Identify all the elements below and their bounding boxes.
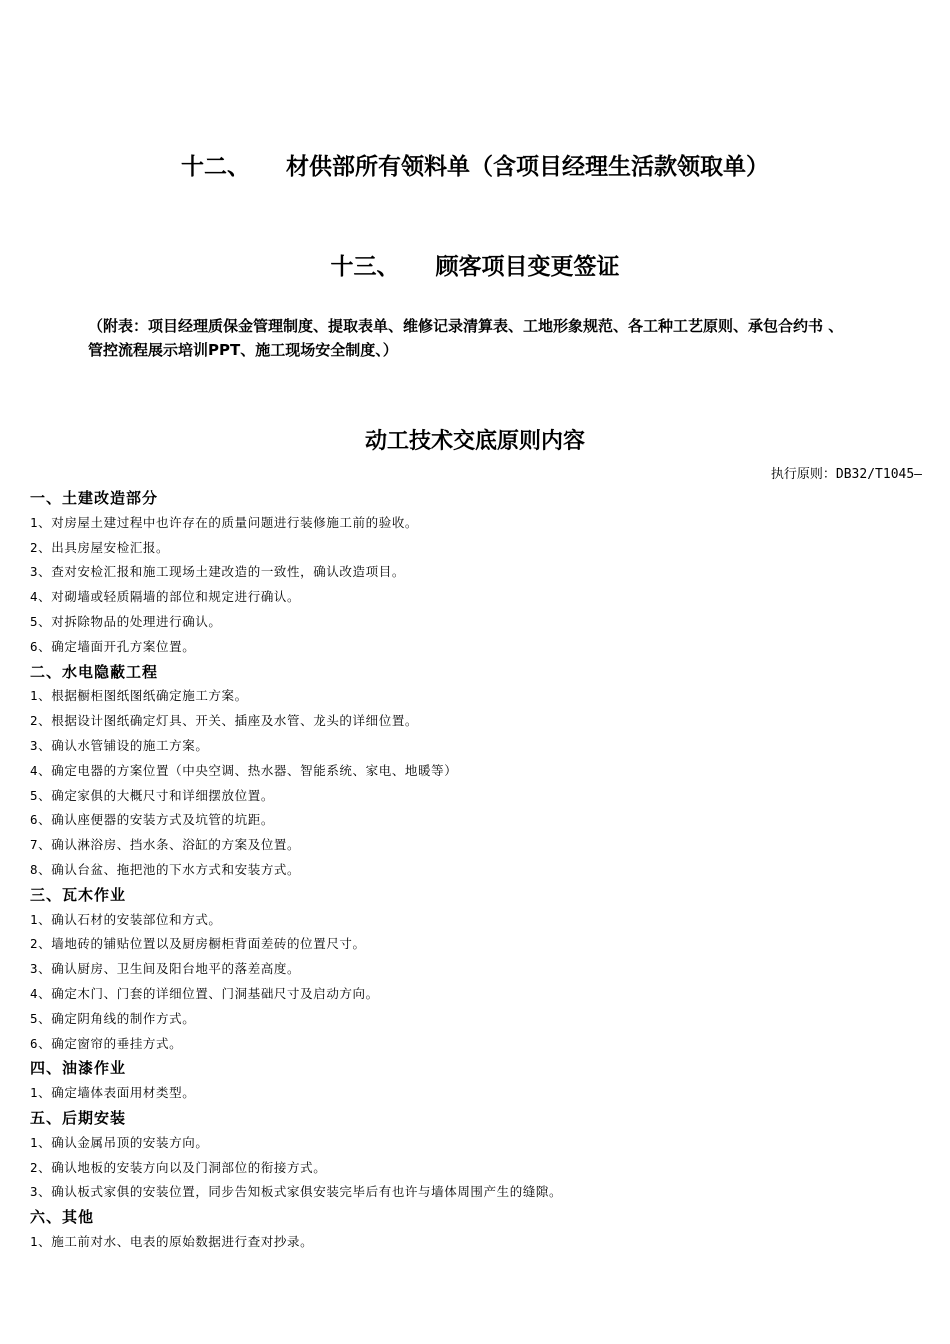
list-item: 1、确定墙体表面用材类型。 (30, 1085, 196, 1101)
list-item: 6、确定墙面开孔方案位置。 (30, 638, 196, 654)
appendix-note (88, 314, 938, 362)
list-item: 1、确认石材的安装部位和方式。 (30, 911, 222, 927)
list-item: 3、查对安检汇报和施工现场土建改造的一致性，确认改造项目。 (30, 564, 405, 580)
list-item: 2、确认地板的安装方向以及门洞部位的衔接方式。 (30, 1159, 327, 1175)
section-title: 二、水电隐蔽工程 (30, 662, 159, 681)
section-title: 三、瓦木作业 (30, 885, 127, 904)
list-item: 3、确认水管铺设的施工方案。 (30, 737, 209, 753)
section-title: 四、油漆作业 (30, 1059, 127, 1078)
list-item: 2、墙地砖的铺贴位置以及厨房橱柜背面差砖的位置尺寸。 (30, 936, 366, 952)
appendix-line-2: 管控流程展示培训PPT、施工现场安全制度、） (88, 341, 398, 359)
list-item: 1、确认金属吊顶的安装方向。 (30, 1134, 209, 1150)
list-item: 5、对拆除物品的处理进行确认。 (30, 613, 222, 629)
list-item: 3、确认板式家俱的安装位置，同步告知板式家俱安装完毕后有也许与墙体周围产生的缝隙。 (30, 1184, 563, 1200)
heading-12-number: 十二、 (181, 154, 250, 180)
appendix-line-1: （附表：项目经理质保金管理制度、提取表单、维修记录清算表、工地形象规范、各工种工艺原则、承包合约书 、 (88, 317, 844, 335)
list-item: 2、根据设计图纸确定灯具、开关、插座及水管、龙头的详细位置。 (30, 713, 419, 729)
list-item: 5、确定阴角线的制作方式。 (30, 1010, 196, 1026)
execution-standard: 执行原则：DB32/T1045— (770, 467, 922, 482)
list-item: 1、对房屋土建过程中也许存在的质量问题进行装修施工前的验收。 (30, 514, 419, 530)
document-title: 动工技术交底原则内容 (364, 429, 585, 454)
list-item: 5、确定家俱的大概尺寸和详细摆放位置。 (30, 787, 274, 803)
list-item: 6、确定窗帘的垂挂方式。 (30, 1035, 183, 1051)
list-item: 8、确认台盆、拖把池的下水方式和安装方式。 (30, 861, 301, 877)
section-title: 五、后期安装 (30, 1108, 127, 1127)
list-item: 1、施工前对水、电表的原始数据进行查对抄录。 (30, 1233, 314, 1249)
document-body (30, 486, 930, 1255)
list-item: 6、确认座便器的安装方式及坑管的坑距。 (30, 812, 274, 828)
heading-13-text: 顾客项目变更签证 (435, 254, 620, 280)
list-item: 4、对砌墙或轻质隔墙的部位和规定进行确认。 (30, 589, 301, 605)
list-item: 4、确定电器的方案位置（中央空调、热水器、智能系统、家电、地暖等） (30, 762, 458, 778)
list-item: 2、出具房屋安检汇报。 (30, 539, 170, 555)
heading-13-number: 十三、 (330, 254, 400, 280)
list-item: 4、确定木门、门套的详细位置、门洞基础尺寸及启动方向。 (30, 985, 379, 1001)
section-heading-13 (0, 248, 950, 281)
list-item: 7、确认淋浴房、挡水条、浴缸的方案及位置。 (30, 837, 301, 853)
list-item: 1、根据橱柜图纸图纸确定施工方案。 (30, 688, 248, 704)
list-item: 3、确认厨房、卫生间及阳台地平的落差高度。 (30, 961, 301, 977)
section-title: 六、其他 (30, 1208, 95, 1227)
section-title: 一、土建改造部分 (30, 489, 159, 507)
heading-12-text: 材供部所有领料单（含项目经理生活款领取单） (286, 154, 769, 180)
section-heading-12 (0, 148, 950, 181)
